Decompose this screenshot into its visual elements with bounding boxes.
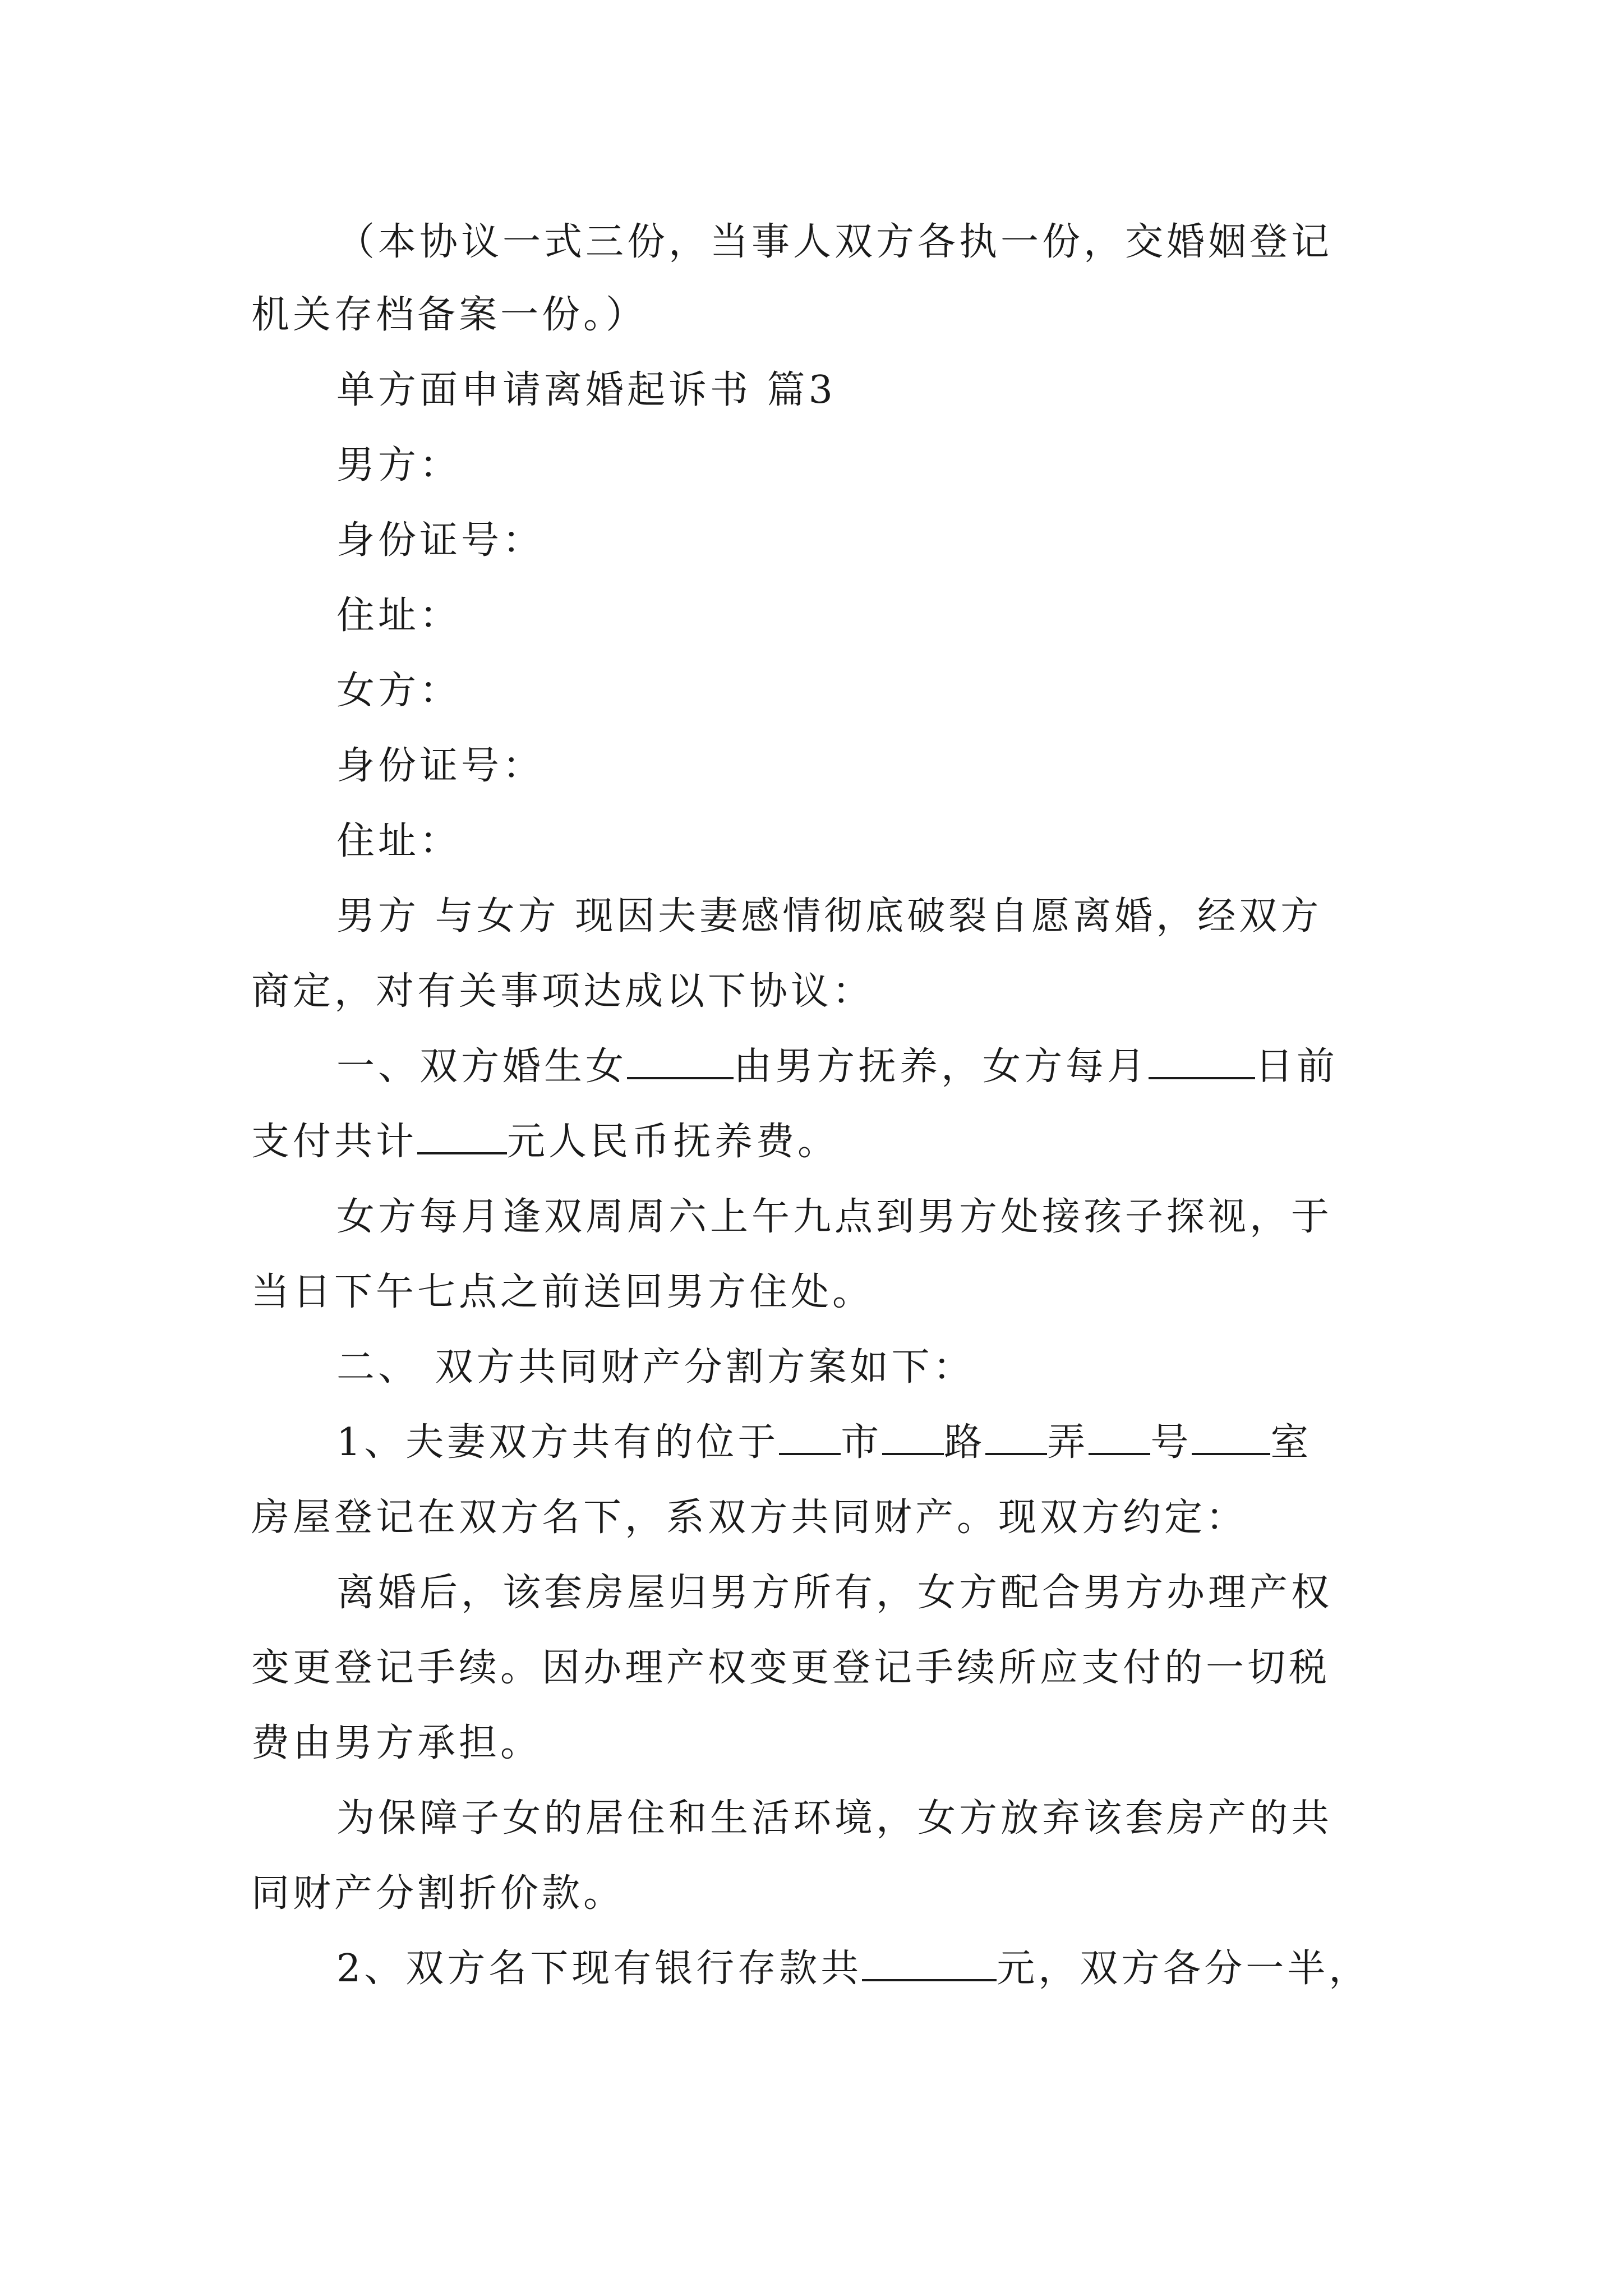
- blank-underline: [1149, 1045, 1255, 1079]
- text-segment: 弄: [1047, 1420, 1089, 1465]
- blank-underline: [985, 1420, 1047, 1455]
- blank-underline: [862, 1947, 997, 1981]
- text-segment: 元，双方各分一半，: [997, 1947, 1371, 1991]
- paragraph-line: [251, 1114, 839, 1170]
- text-segment: 日前: [1255, 1045, 1339, 1089]
- section-heading: 二、 双方共同财产分割方案如下：: [336, 1345, 975, 1389]
- field-label-husband: 男方：: [336, 443, 462, 487]
- blank-underline: [1192, 1420, 1270, 1455]
- text-segment: 支付共计: [251, 1120, 418, 1164]
- paragraph-line: 变更登记手续。因办理产权变更登记手续所应支付的一切税: [251, 1646, 1331, 1690]
- paragraph-line: 同财产分割折价款。: [251, 1871, 625, 1916]
- text-segment: 路: [944, 1420, 986, 1465]
- paragraph-line: 为保障子女的居住和生活环境，女方放弃该套房产的共: [336, 1796, 1333, 1841]
- blank-underline: [1089, 1420, 1150, 1455]
- text-segment: 市: [841, 1420, 883, 1465]
- paragraph-line: 男方 与女方 现因夫妻感情彻底破裂自愿离婚，经双方: [336, 894, 1322, 938]
- paragraph-line: 费由男方承担。: [251, 1721, 542, 1765]
- blank-underline: [627, 1045, 734, 1079]
- blank-underline: [779, 1420, 841, 1455]
- paragraph-line: 机关存档备案一份。）: [251, 293, 648, 337]
- field-label-address: 住址：: [336, 819, 462, 863]
- text-segment: 1、夫妻双方共有的位于: [336, 1420, 780, 1465]
- field-label-wife: 女方：: [336, 669, 462, 713]
- text-segment: 室: [1270, 1420, 1312, 1465]
- paragraph-line: （本协议一式三份，当事人双方各执一份，交婚姻登记: [336, 220, 1333, 264]
- paragraph-line: 离婚后，该套房屋归男方所有，女方配合男方办理产权: [336, 1571, 1333, 1615]
- paragraph-line: [336, 1941, 1370, 1997]
- paragraph-line: [336, 1415, 1312, 1471]
- section-heading: 单方面申请离婚起诉书 篇3: [336, 368, 836, 412]
- blank-underline: [882, 1420, 944, 1455]
- text-segment: 号: [1150, 1420, 1192, 1465]
- paragraph-line: 当日下午七点之前送回男方住处。: [251, 1270, 874, 1314]
- paragraph-line: [336, 1039, 1338, 1095]
- paragraph-line: 房屋登记在双方名下，系双方共同财产。现双方约定：: [251, 1496, 1248, 1540]
- field-label-address: 住址：: [336, 593, 462, 638]
- blank-underline: [417, 1120, 507, 1154]
- paragraph-line: 商定，对有关事项达成以下协议：: [251, 969, 874, 1014]
- text-segment: 由男方抚养，女方每月: [734, 1045, 1149, 1089]
- paragraph-line: 女方每月逢双周周六上午九点到男方处接孩子探视，于: [336, 1195, 1333, 1239]
- text-segment: 2、双方名下现有银行存款共: [336, 1947, 863, 1991]
- text-segment: 一、双方婚生女: [336, 1045, 628, 1089]
- text-segment: 元人民币抚养费。: [507, 1120, 840, 1164]
- field-label-id-number: 身份证号：: [336, 518, 545, 563]
- field-label-id-number: 身份证号：: [336, 744, 545, 788]
